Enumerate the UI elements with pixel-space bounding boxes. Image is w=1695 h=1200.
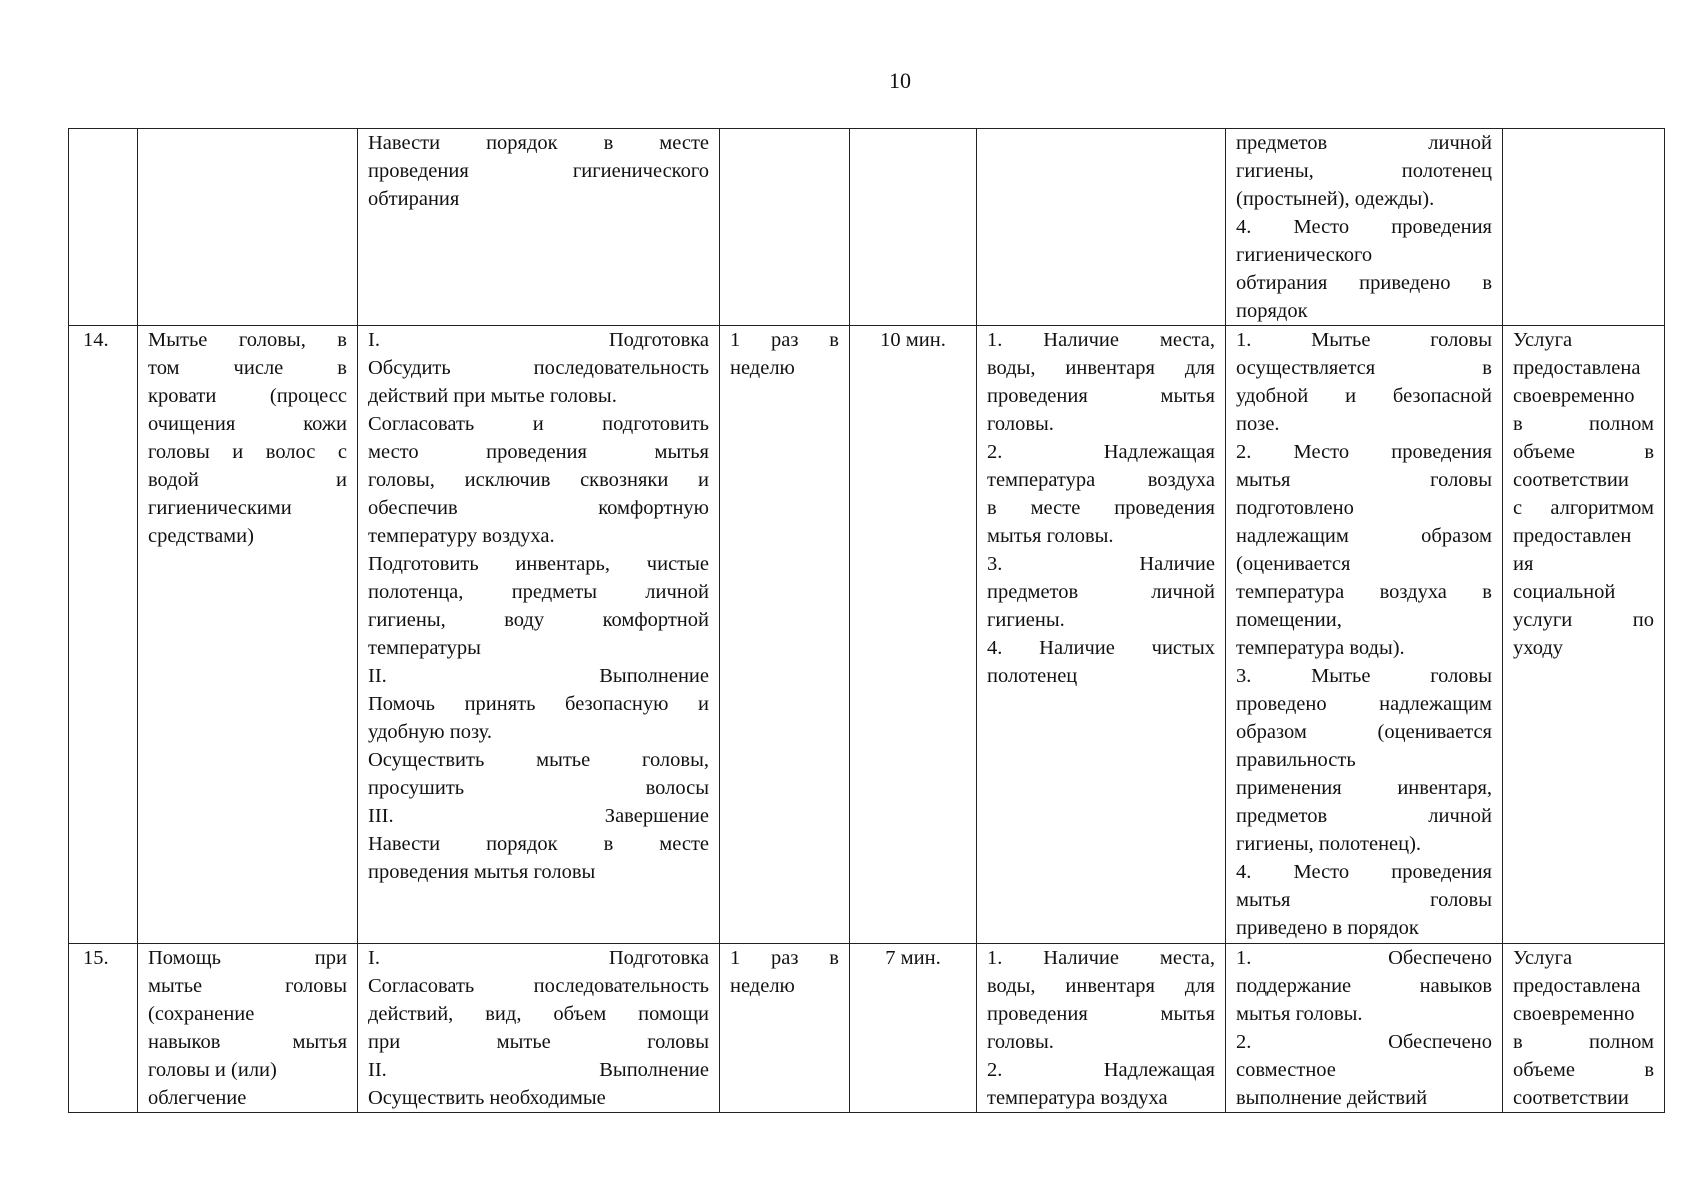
quality-indicators-cell xyxy=(1226,129,1503,326)
row-number-cell: 14. xyxy=(69,326,138,944)
text-line: мытья головы. xyxy=(987,525,1114,547)
text-line: головы. xyxy=(987,413,1054,435)
text-line: гигиены, воду комфортной xyxy=(368,609,709,631)
text-line: в полном xyxy=(1513,1031,1654,1053)
text-line: температура воздуха в xyxy=(1236,581,1492,603)
text-line: средствами) xyxy=(148,525,254,547)
text-line: удобную позу. xyxy=(368,721,492,743)
text-line: гигиены. xyxy=(987,609,1065,631)
text-line: 3. Наличие xyxy=(987,553,1215,575)
service-name-cell xyxy=(138,326,358,944)
row-number-cell: 15. xyxy=(69,944,138,1113)
text-line: предоставлена xyxy=(1513,357,1641,379)
duration-cell: 10 мин. xyxy=(850,326,977,944)
text-line: соответствии xyxy=(1513,1087,1629,1109)
text-line: проведения мытья xyxy=(987,1003,1215,1025)
page-number: 10 xyxy=(889,68,911,93)
actions-cell xyxy=(358,944,720,1113)
conditions-cell xyxy=(977,944,1226,1113)
evaluation-cell xyxy=(1503,326,1665,944)
text-line: температуры xyxy=(368,637,481,659)
evaluation-cell xyxy=(1503,944,1665,1113)
text-line: 1. Мытье головы xyxy=(1236,329,1492,351)
text-line: гигиены, полотенец). xyxy=(1236,833,1422,855)
text-line: облегчение xyxy=(148,1087,247,1109)
text-line: неделю xyxy=(730,357,795,379)
text-line: 1. Наличие места, xyxy=(987,329,1215,351)
conditions-cell xyxy=(977,129,1226,326)
text-line: место проведения мытья xyxy=(368,441,709,463)
text-line: температура воды). xyxy=(1236,637,1405,659)
text-line: головы, исключив сквозняки и xyxy=(368,469,709,491)
text-line: 1. Обеспечено xyxy=(1236,947,1492,969)
table-row xyxy=(69,129,1665,326)
text-line: надлежащим образом xyxy=(1236,525,1492,547)
frequency-cell xyxy=(720,326,850,944)
text-line: приведено в порядок xyxy=(1236,917,1419,939)
text-line: температура воздуха xyxy=(987,469,1215,491)
text-line: 1 раз в xyxy=(730,329,839,351)
frequency-cell xyxy=(720,129,850,326)
text-line: том числе в xyxy=(148,357,347,379)
text-line: в месте проведения xyxy=(987,497,1215,519)
table-row xyxy=(69,944,1665,1113)
text-line: объеме в xyxy=(1513,1059,1654,1081)
text-line: I. Подготовка xyxy=(368,947,709,969)
actions-cell xyxy=(358,129,720,326)
frequency-cell xyxy=(720,944,850,1113)
text-line: 2. Обеспечено xyxy=(1236,1031,1492,1053)
text-line: воды, инвентаря для xyxy=(987,975,1215,997)
text-line: мытья головы xyxy=(1236,889,1492,911)
text-line: социальной xyxy=(1513,581,1616,603)
text-line: мытье головы xyxy=(148,975,347,997)
text-line: просушить волосы xyxy=(368,777,709,799)
text-line: воды, инвентаря для xyxy=(987,357,1215,379)
text-line: головы. xyxy=(987,1031,1054,1053)
conditions-cell xyxy=(977,326,1226,944)
text-line: образом (оценивается xyxy=(1236,721,1492,743)
text-line: Помощь при xyxy=(148,947,347,969)
text-line: полотенца, предметы личной xyxy=(368,581,709,603)
text-line: 2. Надлежащая xyxy=(987,1059,1215,1081)
text-line: своевременно xyxy=(1513,1003,1635,1025)
text-line: проведения гигиенического xyxy=(368,160,709,182)
text-line: водой и xyxy=(148,469,347,491)
text-line: проведения мытья xyxy=(987,385,1215,407)
text-line: проведено надлежащим xyxy=(1236,693,1492,715)
text-line: поддержание навыков xyxy=(1236,975,1492,997)
text-line: навыков мытья xyxy=(148,1031,347,1053)
text-line: предметов личной xyxy=(987,581,1215,603)
text-line: Согласовать последовательность xyxy=(368,975,709,997)
text-line: в полном xyxy=(1513,413,1654,435)
text-line: очищения кожи xyxy=(148,413,347,435)
text-line: с алгоритмом xyxy=(1513,497,1654,519)
text-line: Согласовать и подготовить xyxy=(368,413,709,435)
quality-indicators-cell xyxy=(1226,944,1503,1113)
services-table xyxy=(68,128,1665,1113)
text-line: (оценивается xyxy=(1236,553,1351,575)
text-line: головы и волос с xyxy=(148,441,347,463)
text-line: III. Завершение xyxy=(368,805,709,827)
text-line: обтирания xyxy=(368,188,460,210)
duration-cell xyxy=(850,129,977,326)
text-line: гигиеническими xyxy=(148,497,292,519)
text-line: I. Подготовка xyxy=(368,329,709,351)
text-line: (простыней), одежды). xyxy=(1236,188,1435,210)
text-line: позе. xyxy=(1236,413,1280,435)
service-name-cell xyxy=(138,129,358,326)
text-line: неделю xyxy=(730,975,795,997)
text-line: подготовлено xyxy=(1236,497,1354,519)
text-line: 1 раз в xyxy=(730,947,839,969)
text-line: Помочь принять безопасную и xyxy=(368,693,709,715)
text-line: кровати (процесс xyxy=(148,385,347,407)
text-line: Услуга xyxy=(1513,329,1573,351)
text-line: 2. Надлежащая xyxy=(987,441,1215,463)
text-line: головы и (или) xyxy=(148,1059,277,1081)
text-line: обтирания приведено в xyxy=(1236,272,1492,294)
text-line: температуру воздуха. xyxy=(368,525,555,547)
text-line: обеспечив комфортную xyxy=(368,497,709,519)
text-line: температура воздуха xyxy=(987,1087,1168,1109)
text-line: мытья головы xyxy=(1236,469,1492,491)
text-line: выполнение действий xyxy=(1236,1087,1428,1109)
text-line: предоставлена xyxy=(1513,975,1641,997)
text-line: совместное xyxy=(1236,1059,1336,1081)
text-line: II. Выполнение xyxy=(368,665,709,687)
text-line: (сохранение xyxy=(148,1003,255,1025)
table-row xyxy=(69,326,1665,944)
text-line: предметов личной xyxy=(1236,805,1492,827)
row-number-cell xyxy=(69,129,138,326)
text-line: ия xyxy=(1513,553,1534,575)
text-line: предметов личной xyxy=(1236,132,1492,154)
text-line: проведения мытья головы xyxy=(368,861,596,883)
text-line: II. Выполнение xyxy=(368,1059,709,1081)
text-line: соответствии xyxy=(1513,469,1629,491)
text-line: уходу xyxy=(1513,637,1564,659)
text-line: предоставлен xyxy=(1513,525,1632,547)
text-line: действий при мытье головы. xyxy=(368,385,617,407)
text-line: удобной и безопасной xyxy=(1236,385,1492,407)
text-line: при мытье головы xyxy=(368,1031,709,1053)
text-line: действий, вид, объем помощи xyxy=(368,1003,709,1025)
text-line: правильность xyxy=(1236,749,1356,771)
text-line: услуги по xyxy=(1513,609,1654,631)
text-line: Обсудить последовательность xyxy=(368,357,709,379)
text-line: 4. Место проведения xyxy=(1236,861,1492,883)
text-line: гигиены, полотенец xyxy=(1236,160,1492,182)
text-line: осуществляется в xyxy=(1236,357,1492,379)
text-line: Услуга xyxy=(1513,947,1573,969)
text-line: Осуществить необходимые xyxy=(368,1087,606,1109)
text-line: Мытье головы, в xyxy=(148,329,347,351)
actions-cell xyxy=(358,326,720,944)
text-line: 2. Место проведения xyxy=(1236,441,1492,463)
text-line: 4. Наличие чистых xyxy=(987,637,1215,659)
text-line: Осуществить мытье головы, xyxy=(368,749,709,771)
duration-cell: 7 мин. xyxy=(850,944,977,1113)
text-line: мытья головы. xyxy=(1236,1003,1363,1025)
text-line: порядок xyxy=(1236,300,1308,322)
quality-indicators-cell xyxy=(1226,326,1503,944)
text-line: применения инвентаря, xyxy=(1236,777,1492,799)
text-line: 4. Место проведения xyxy=(1236,216,1492,238)
text-line: Подготовить инвентарь, чистые xyxy=(368,553,709,575)
text-line: своевременно xyxy=(1513,385,1635,407)
text-line: гигиенического xyxy=(1236,244,1373,266)
text-line: Навести порядок в месте xyxy=(368,833,709,855)
text-line: полотенец xyxy=(987,665,1078,687)
text-line: Навести порядок в месте xyxy=(368,132,709,154)
text-line: помещении, xyxy=(1236,609,1342,631)
text-line: 3. Мытье головы xyxy=(1236,665,1492,687)
evaluation-cell xyxy=(1503,129,1665,326)
text-line: объеме в xyxy=(1513,441,1654,463)
service-name-cell xyxy=(138,944,358,1113)
text-line: 1. Наличие места, xyxy=(987,947,1215,969)
